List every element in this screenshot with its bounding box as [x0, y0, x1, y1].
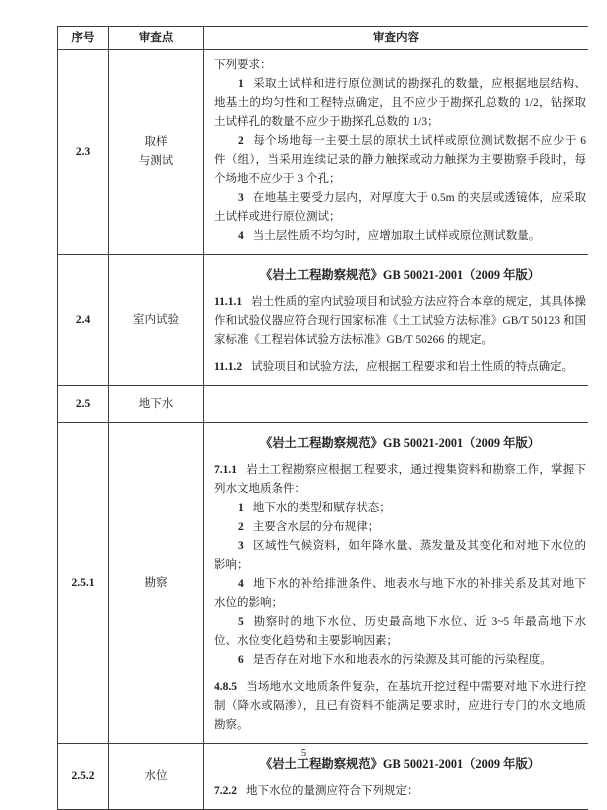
item-number: 6 — [238, 654, 244, 666]
review-content-cell — [204, 423, 589, 744]
item-number: 11.1.1 — [214, 296, 243, 308]
standard-heading: 《岩土工程勘察规范》GB 50021-2001（2009 年版） — [259, 757, 541, 771]
review-point-cell: 地下水 — [109, 386, 204, 423]
column-header-review-content: 审查内容 — [204, 27, 589, 50]
column-header-serial: 序号 — [58, 27, 109, 50]
numbered-item: 3 在地基主要受力层内，对厚度大于 0.5m 的夹层或透镜体，应采取土试样或进行原位测试； — [214, 192, 586, 223]
clause-paragraph: 7.1.1 岩土工程勘察应根据工程要求，通过搜集资料和勘察工作，掌握下列水文地质条件： — [214, 464, 586, 495]
review-content-cell — [204, 50, 589, 255]
item-number: 1 — [238, 502, 244, 514]
row-serial-number: 2.4 — [58, 255, 109, 386]
item-number: 1 — [238, 78, 244, 90]
numbered-item: 1 采取土试样和进行原位测试的勘探孔的数量，应根据地层结构、地基土的均匀性和工程特点确定，且不应少于勘探孔总数的 1/2，钻探取土试样孔的数量不应少于勘探孔总数的 1/3； — [214, 78, 586, 128]
item-number: 4 — [238, 578, 244, 590]
numbered-item: 5 勘察时的地下水位、历史最高地下水位、近 3~5 年最高地下水位、水位变化趋势和主要影响因素； — [214, 616, 586, 647]
item-number: 3 — [238, 540, 244, 552]
review-point-cell: 室内试验 — [109, 255, 204, 386]
review-content-cell — [204, 255, 589, 386]
paragraph: 下列要求： — [214, 59, 272, 71]
review-table — [57, 26, 588, 810]
review-point-cell: 勘察 — [109, 423, 204, 744]
table-row — [58, 423, 589, 744]
review-point-cell: 水位 — [109, 744, 204, 810]
item-number: 7.1.1 — [214, 464, 237, 476]
item-number: 3 — [238, 192, 244, 204]
table-row — [58, 255, 589, 386]
table-row — [58, 386, 589, 423]
row-serial-number: 2.3 — [58, 50, 109, 255]
review-point-cell: 取样 与测试 — [109, 50, 204, 255]
item-number: 5 — [238, 616, 244, 628]
row-serial-number: 2.5 — [58, 386, 109, 423]
page-number: 5 — [300, 748, 307, 759]
clause-paragraph: 7.2.2 地下水位的量测应符合下列规定： — [214, 785, 419, 797]
table-row — [58, 50, 589, 255]
clause-paragraph: 11.1.2 试验项目和试验方法，应根据工程要求和岩土性质的特点确定。 — [214, 361, 574, 373]
numbered-item: 1 地下水的类型和赋存状态； — [238, 502, 391, 514]
table-header-row — [58, 27, 589, 50]
item-number: 7.2.2 — [214, 785, 237, 797]
numbered-item: 4 地下水的补给排泄条件、地表水与地下水的补排关系及其对地下水位的影响； — [214, 578, 586, 609]
numbered-item: 2 每个场地每一主要土层的原状土试样或原位测试数据不应少于 6 件（组），当采用连续记录的静力触探或动力触探为主要勘察手段时，每个场地不应少于 3 个孔； — [214, 135, 586, 185]
standard-heading: 《岩土工程勘察规范》GB 50021-2001（2009 年版） — [259, 436, 541, 450]
item-number: 2 — [238, 135, 244, 147]
numbered-item: 6 是否存在对地下水和地表水的污染源及其可能的污染程度。 — [238, 654, 552, 666]
item-number: 4 — [238, 230, 244, 242]
review-content-cell — [204, 386, 589, 423]
standard-heading: 《岩土工程勘察规范》GB 50021-2001（2009 年版） — [259, 268, 541, 282]
numbered-item: 4 当土层性质不均匀时，应增加取土试样或原位测试数量。 — [238, 230, 541, 242]
row-serial-number: 2.5.1 — [58, 423, 109, 744]
numbered-item: 3 区域性气候资料，如年降水量、蒸发量及其变化和对地下水位的影响； — [214, 540, 586, 571]
numbered-item: 2 主要含水层的分布规律； — [238, 521, 380, 533]
item-number: 2 — [238, 521, 244, 533]
item-number: 4.8.5 — [214, 681, 237, 693]
clause-paragraph: 11.1.1 岩土性质的室内试验项目和试验方法应符合本章的规定，其具体操作和试验仪器应符合现行国家标准《土工试验方法标准》GB/T 50123 和国家标准《工程岩体试验方法标准》GB/T 50266 的规定。 — [214, 296, 586, 346]
row-serial-number: 2.5.2 — [58, 744, 109, 810]
item-number: 11.1.2 — [214, 361, 243, 373]
column-header-review-point: 审查点 — [109, 27, 204, 50]
clause-paragraph: 4.8.5 当场地水文地质条件复杂，在基坑开挖过程中需要对地下水进行控制（降水或隔渗），且已有资料不能满足要求时，应进行专门的水文地质勘察。 — [214, 681, 586, 731]
